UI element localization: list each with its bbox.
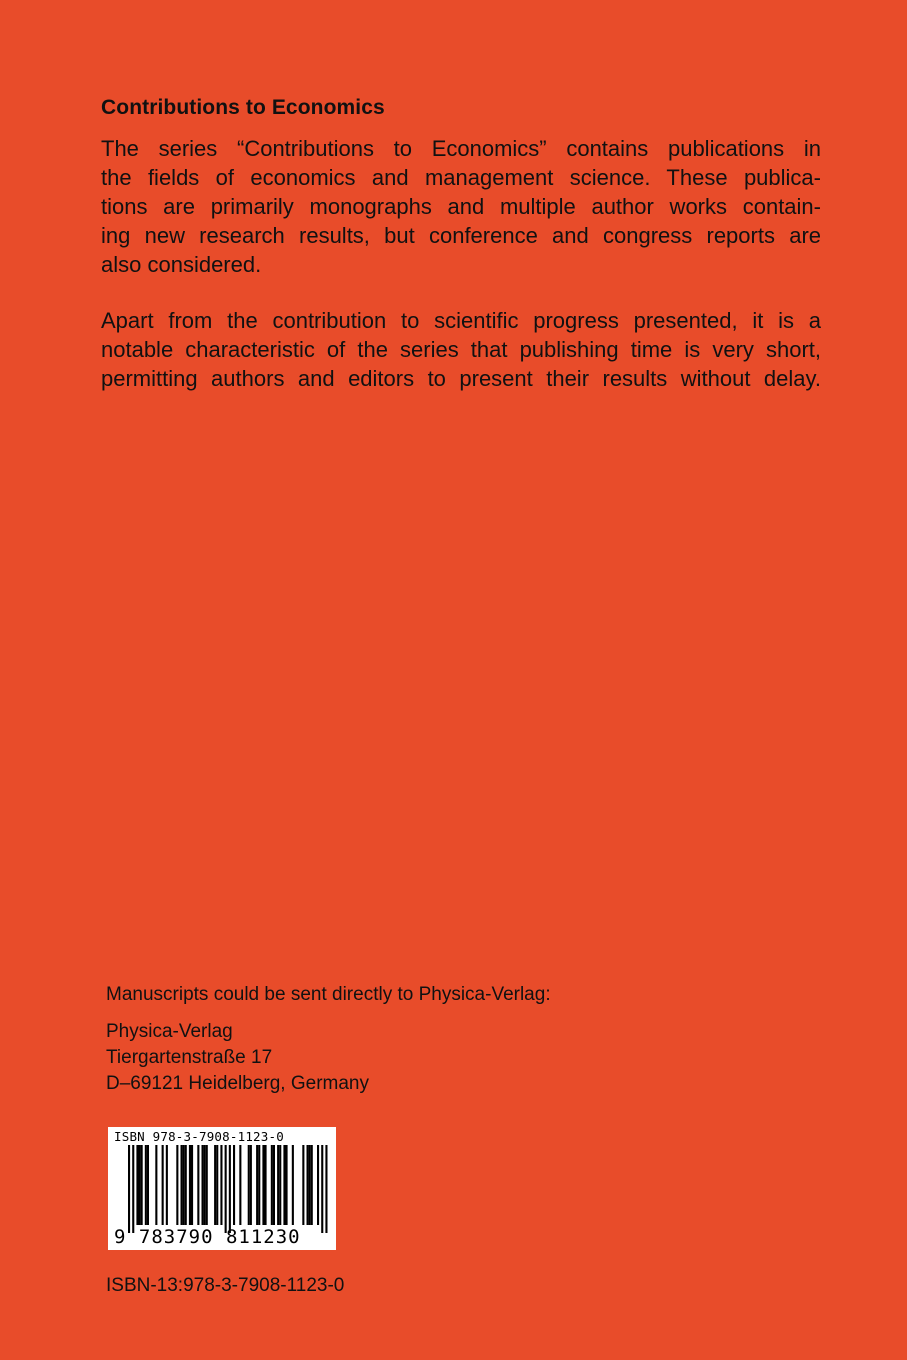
barcode-bar <box>166 1145 168 1225</box>
barcode-bar <box>128 1145 130 1233</box>
barcode-bar <box>302 1145 304 1225</box>
barcode-bar <box>162 1145 164 1225</box>
barcode-bar <box>139 1145 141 1225</box>
address-line: Physica-Verlag <box>106 1021 233 1042</box>
barcode-bar <box>147 1145 149 1225</box>
description-line: ing new research results, but conference and congress reports are <box>101 223 821 248</box>
description-line: tions are primarily monographs and multiple author works contain- <box>101 194 821 219</box>
barcode-bar <box>206 1145 208 1225</box>
barcode-bar <box>183 1145 185 1225</box>
barcode-bar <box>191 1145 193 1225</box>
barcode-bar <box>229 1145 231 1233</box>
barcode-bar <box>216 1145 218 1225</box>
barcode-bar <box>309 1145 311 1225</box>
description-line: also considered. <box>101 252 262 277</box>
barcode-digits: 9 783790 811230 <box>114 1226 301 1248</box>
barcode-bar <box>141 1145 143 1225</box>
barcode-bar <box>311 1145 313 1225</box>
description-line: The series “Contributions to Economics” contains publications in <box>101 136 821 161</box>
barcode-bar <box>197 1145 199 1225</box>
barcode-bar <box>181 1145 183 1225</box>
address-line: D–69121 Heidelberg, Germany <box>106 1073 369 1094</box>
publishing-note-line: permitting authors and editors to present their results without delay. <box>101 366 821 391</box>
barcode-bar <box>202 1145 204 1225</box>
barcode-isbn-label: ISBN 978-3-7908-1123-0 <box>114 1129 284 1144</box>
barcode-bar <box>258 1145 260 1225</box>
barcode-bar <box>136 1145 138 1225</box>
barcode-bar <box>325 1145 327 1233</box>
manuscript-submission-note: Manuscripts could be sent directly to Physica-Verlag: <box>106 984 551 1005</box>
series-description <box>101 134 821 279</box>
barcode-bar <box>279 1145 281 1225</box>
barcode-bar <box>317 1145 319 1225</box>
series-title: Contributions to Economics <box>101 96 385 119</box>
publishing-note-line: notable characteristic of the series that publishing time is very short, <box>101 337 821 362</box>
barcode-bar <box>145 1145 147 1225</box>
barcode-bar <box>239 1145 241 1225</box>
description-line: the fields of economics and management science. These publica- <box>101 165 821 190</box>
barcode-bar <box>250 1145 252 1225</box>
barcode-bar <box>204 1145 206 1225</box>
barcode-bar <box>185 1145 187 1225</box>
address-line: Tiergartenstraße 17 <box>106 1047 273 1068</box>
isbn-13: ISBN-13:978-3-7908-1123-0 <box>106 1275 345 1296</box>
barcode-bar <box>155 1145 157 1225</box>
barcode-bar <box>321 1145 323 1233</box>
barcode-bar <box>256 1145 258 1225</box>
barcode-bar <box>189 1145 191 1225</box>
barcode-bar <box>214 1145 216 1225</box>
barcode-bar <box>176 1145 178 1225</box>
series-publishing-note <box>101 306 821 393</box>
barcode-bar <box>283 1145 285 1225</box>
barcode-bar <box>248 1145 250 1225</box>
barcode-bar <box>286 1145 288 1225</box>
barcode-bar <box>265 1145 267 1225</box>
barcode-bar <box>271 1145 273 1225</box>
barcode-bar <box>262 1145 264 1225</box>
barcode-bar <box>277 1145 279 1225</box>
barcode-bar <box>225 1145 227 1233</box>
isbn-barcode <box>108 1127 336 1250</box>
publisher-address <box>106 1019 369 1097</box>
publishing-note-line: Apart from the contribution to scientific progress presented, it is a <box>101 308 821 333</box>
barcode-bar <box>233 1145 235 1225</box>
barcode-bar <box>307 1145 309 1225</box>
barcode-bar <box>220 1145 222 1225</box>
barcode-bar <box>273 1145 275 1225</box>
barcode-bar <box>292 1145 294 1225</box>
barcode-bar <box>132 1145 134 1233</box>
